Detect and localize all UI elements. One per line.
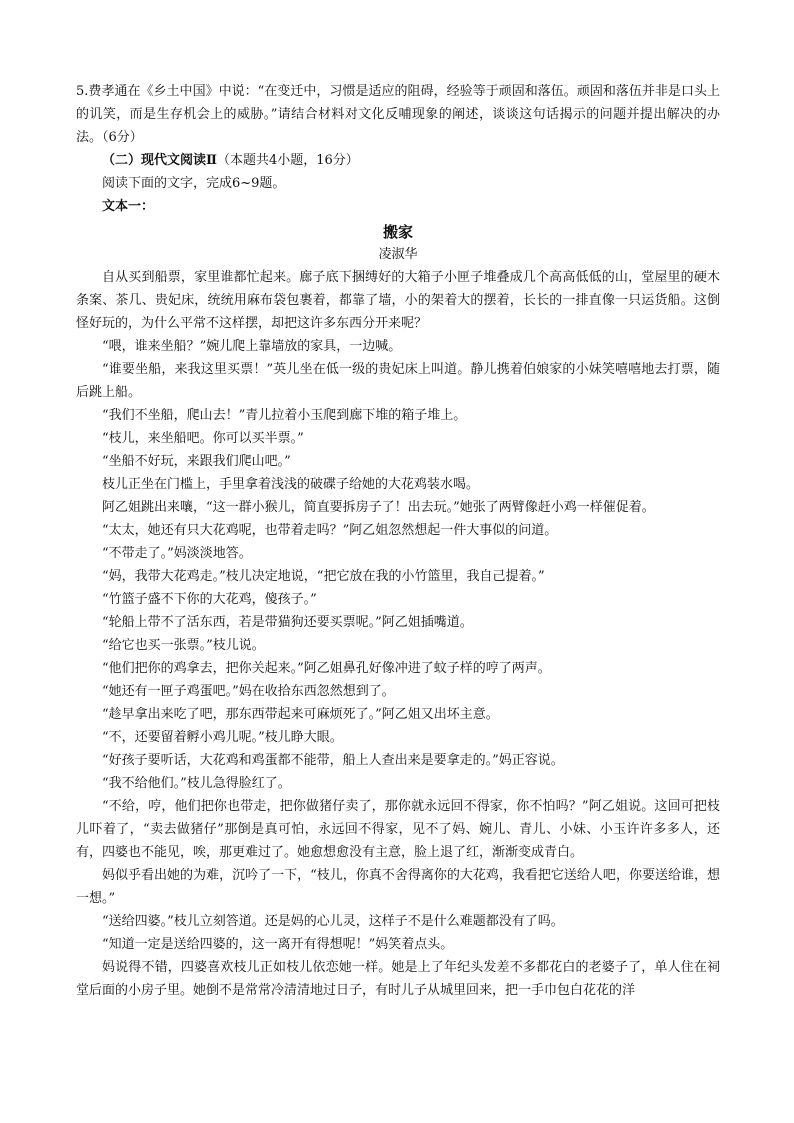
paragraph: 妈说得不错，四婆喜欢枝儿正如枝儿依恋她一样。她是上了年纪头发差不多都花白的老婆子了，单人住在祠堂后面的小房子里。她倒不是常常冷清清地过日子，有时儿子从城里回来，把一手巾包白花花的洋 <box>76 960 720 998</box>
text-label: 文本一： <box>102 199 155 214</box>
paragraph: “我们不坐船，爬山去！”青儿拉着小玉爬到廊下堆的箱子堆上。 <box>102 408 467 423</box>
paragraph: “坐船不好玩，来跟我们爬山吧。” <box>102 454 291 469</box>
paragraph: “不带走了。”妈淡淡地答。 <box>102 546 252 561</box>
paragraph: “他们把你的鸡拿去，把你关起来。”阿乙姐鼻孔好像冲进了蚊子样的哼了两声。 <box>102 661 551 676</box>
paragraph: “谁要坐船，来我这里买票！”英儿坐在低一级的贵妃床上叫道。静儿携着伯娘家的小妹笑嘻嘻地去打票，随后跳上船。 <box>76 362 720 400</box>
article-title: 搬家 <box>382 223 413 241</box>
paragraph: “我不给他们。”枝儿急得脸红了。 <box>102 776 291 791</box>
article-author: 凌淑华 <box>378 247 418 262</box>
article-body <box>76 266 720 1002</box>
paragraph: 阿乙姐跳出来嚷，“这一群小猴儿，简直要拆房子了！出去玩。”她张了两臂像赶小鸡一样催促着。 <box>102 500 655 515</box>
paragraph: “知道一定是送给四婆的，这一离开有得想呢！”妈笑着点头。 <box>102 937 454 952</box>
paragraph: “不给，哼，他们把你也带走，把你做猪仔卖了，那你就永远回不得家，你不怕吗？”阿乙姐说。这回可把枝儿吓着了，“卖去做猪仔”那倒是真可怕，永远回不得家，见不了妈、婉儿、青儿、小妹、小玉许许多多人，还有，四婆也不能见，唉，那更难过了。她愈想愈没有主意，脸上退了红，渐渐变成青白。 <box>76 799 720 860</box>
section-heading-line <box>76 149 720 172</box>
paragraph: “竹篮子盛不下你的大花鸡，傻孩子。” <box>102 592 317 607</box>
paragraph: “不，还要留着孵小鸡儿呢。”枝儿睁大眼。 <box>102 730 343 745</box>
paragraph: “轮船上带不了活东西，若是带猫狗还要买票呢。”阿乙姐插嘴道。 <box>102 615 473 630</box>
paragraph: 自从买到船票，家里谁都忙起来。廊子底下捆缚好的大箱子小匣子堆叠成几个高高低低的山，堂屋里的硬木条案、茶几、贵妃床，统统用麻布袋包裹着，都靠了墙，小的架着大的摆着，长长的一排直像一只运货船。这倒怪好玩的，为什么平常不这样摆，却把这许多东西分开来呢？ <box>76 270 720 331</box>
section-note: （本题共4小题，16分） <box>216 153 359 168</box>
paragraph: “喂，谁来坐船？”婉儿爬上靠墙放的家具，一边喊。 <box>102 339 402 354</box>
paragraph: “给它也买一张票。”枝儿说。 <box>102 638 265 653</box>
section-heading: （二）现代文阅读Ⅱ <box>102 153 217 168</box>
paragraph: “她还有一匣子鸡蛋吧。”妈在收拾东西忽然想到了。 <box>102 684 395 699</box>
paragraph: 枝儿正坐在门槛上，手里拿着浅浅的破碟子给她的大花鸡装水喝。 <box>102 477 480 492</box>
instruction: 阅读下面的文字，完成6~9题。 <box>102 176 286 191</box>
paragraph: “妈，我带大花鸡走。”枝儿决定地说，“把它放在我的小竹篮里，我自己提着。” <box>102 569 545 584</box>
paragraph: “好孩子要听话，大花鸡和鸡蛋都不能带，船上人查出来是要拿走的。”妈正容说。 <box>102 753 564 768</box>
document-page <box>76 80 720 1002</box>
paragraph: “太太，她还有只大花鸡呢，也带着走吗？”阿乙姐忽然想起一件大事似的问道。 <box>102 523 558 538</box>
paragraph: “枝儿，来坐船吧。你可以买半票。” <box>102 431 304 446</box>
paragraph: 妈似乎看出她的为难，沉吟了一下，“枝儿，你真不舍得离你的大花鸡，我看把它送给人吧，你要送给谁，想一想。” <box>76 868 720 906</box>
question-5: 5.费孝通在《乡土中国》中说：“在变迁中，习惯是适应的阻碍，经验等于顽固和落伍。顽固和落伍并非是口头上的讥笑，而是生存机会上的威胁。”请结合材料对文化反哺现象的阐述，谈谈这句话揭示的问题并提出解决的办法。（6分） <box>76 84 720 145</box>
paragraph: “趁早拿出来吃了吧，那东西带起来可麻烦死了。”阿乙姐又出坏主意。 <box>102 707 499 722</box>
paragraph: “送给四婆。”枝儿立刻答道。还是妈的心儿灵，这样子不是什么难题都没有了吗。 <box>102 914 564 929</box>
